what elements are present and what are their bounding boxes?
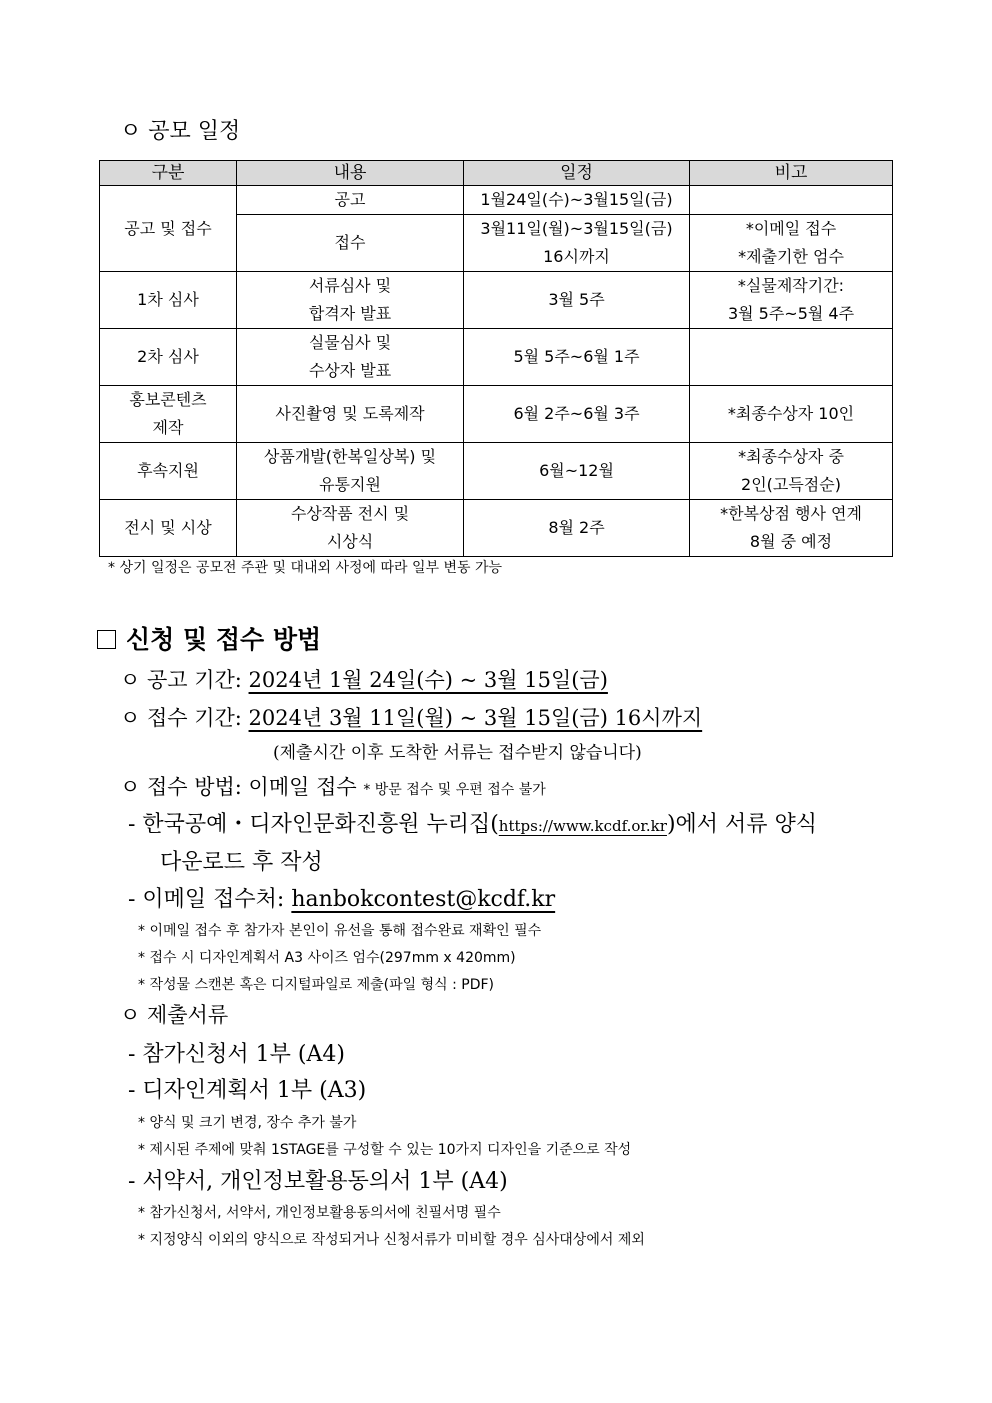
table-cell: 6월 2주~6월 3주: [464, 386, 690, 443]
download-line: [128, 807, 817, 838]
cell-line: 합격자 발표: [308, 304, 392, 323]
cell-line: 2인(고득점순): [741, 475, 841, 494]
cell-line: 홍보콘텐츠: [129, 390, 207, 409]
cell-line: 유통지원: [319, 475, 381, 494]
table-cell: 공고: [237, 186, 464, 215]
table-row: [100, 186, 893, 215]
table-cell: 접수: [237, 215, 464, 272]
table-cell: [464, 215, 690, 272]
cell-line: 16시까지: [543, 247, 610, 266]
announce-line: [120, 664, 608, 694]
email-label: - 이메일 접수처:: [128, 887, 285, 912]
method-line: [120, 771, 546, 801]
table-cell: [690, 329, 893, 386]
table-cell: 3월 5주: [464, 272, 690, 329]
cell-line: 수상작품 전시 및: [290, 504, 410, 523]
doc-item: - 서약서, 개인정보활용동의서 1부 (A4): [128, 1169, 508, 1194]
method-label: ㅇ 접수 방법: 이메일 접수: [120, 775, 357, 799]
table-header-row: [100, 161, 893, 186]
cell-line: *최종수상자 중: [738, 447, 844, 466]
receipt-value: 2024년 3월 11일(월) ~ 3월 15일(금) 16시까지: [248, 706, 703, 730]
table-cell: 사진촬영 및 도록제작: [237, 386, 464, 443]
docs-label: ㅇ 제출서류: [120, 1003, 229, 1027]
cell-line: 제작: [152, 418, 184, 437]
table-cell: 전시 및 시상: [100, 500, 237, 557]
receipt-label: ㅇ 접수 기간:: [120, 706, 242, 730]
table-row: [100, 500, 893, 557]
doc-note: * 지정양식 이외의 양식으로 작성되거나 신청서류가 미비할 경우 심사대상에서 제외: [138, 1232, 645, 1248]
website-link[interactable]: https://www.kcdf.or.kr: [498, 817, 667, 835]
receipt-line: [120, 702, 702, 732]
cell-line: 실물심사 및: [308, 333, 392, 352]
announce-label: ㅇ 공고 기간:: [120, 668, 242, 692]
table-cell: 6월~12월: [464, 443, 690, 500]
cell-line: *실물제작기간:: [737, 276, 845, 295]
checkbox-square-icon: [97, 630, 116, 649]
table-cell: *최종수상자 10인: [690, 386, 893, 443]
column-header: 일정: [464, 161, 690, 186]
table-row: [100, 329, 893, 386]
table-row: [100, 443, 893, 500]
table-cell: 1월24일(수)~3월15일(금): [464, 186, 690, 215]
table-cell: [237, 272, 464, 329]
table-cell: [690, 500, 893, 557]
announce-value: 2024년 1월 24일(수) ~ 3월 15일(금): [248, 668, 608, 692]
schedule-heading: ㅇ 공모 일정: [120, 119, 241, 144]
column-header: 내용: [237, 161, 464, 186]
email-line: [128, 882, 555, 913]
schedule-table: [99, 160, 893, 557]
cell-line: 3월11일(월)~3월15일(금): [480, 219, 673, 238]
table-cell: [100, 386, 237, 443]
table-cell: [237, 329, 464, 386]
cell-line: *제출기한 엄수: [738, 247, 844, 266]
download-line2: 다운로드 후 작성: [160, 850, 323, 875]
table-row: [100, 386, 893, 443]
doc-item: - 디자인계획서 1부 (A3): [128, 1078, 367, 1103]
doc-item: - 참가신청서 1부 (A4): [128, 1042, 345, 1067]
table-cell: 5월 5주~6월 1주: [464, 329, 690, 386]
table-cell: [690, 443, 893, 500]
cell-line: 수상자 발표: [308, 361, 392, 380]
table-cell: [237, 443, 464, 500]
cell-line: *이메일 접수: [745, 219, 837, 238]
doc-note: * 제시된 주제에 맞춰 1STAGE를 구성할 수 있는 10가지 디자인을 기준으로 작성: [138, 1142, 632, 1158]
cell-line: *한복상점 행사 연계: [720, 504, 862, 523]
table-cell: [690, 272, 893, 329]
cell-line: 8월 중 예정: [749, 532, 833, 551]
column-header: 구분: [100, 161, 237, 186]
email-note: * 이메일 접수 후 참가자 본인이 유선을 통해 접수완료 재확인 필수: [138, 923, 542, 939]
table-cell: 후속지원: [100, 443, 237, 500]
table-cell: 2차 심사: [100, 329, 237, 386]
schedule-footnote: * 상기 일정은 공모전 주관 및 대내외 사정에 따라 일부 변동 가능: [108, 560, 503, 576]
email-note: * 작성물 스캔본 혹은 디지털파일로 제출(파일 형식 : PDF): [138, 977, 494, 993]
table-row: [100, 272, 893, 329]
cell-line: 상품개발(한복일상복) 및: [263, 447, 437, 466]
table-cell: [690, 186, 893, 215]
cell-line: 3월 5주~5월 4주: [727, 304, 855, 323]
section-title-wrap: [97, 620, 321, 656]
email-value[interactable]: hanbokcontest@kcdf.kr: [291, 887, 556, 912]
doc-note: * 참가신청서, 서약서, 개인정보활용동의서에 친필서명 필수: [138, 1205, 501, 1221]
table-cell: 8월 2주: [464, 500, 690, 557]
receipt-note: (제출시간 이후 도착한 서류는 접수받지 않습니다): [273, 743, 642, 763]
table-cell: [690, 215, 893, 272]
cell-line: 서류심사 및: [308, 276, 392, 295]
column-header: 비고: [690, 161, 893, 186]
method-note: * 방문 접수 및 우편 접수 불가: [363, 782, 546, 798]
table-cell: 공고 및 접수: [100, 186, 237, 272]
doc-note: * 양식 및 크기 변경, 장수 추가 불가: [138, 1115, 357, 1131]
section-title: 신청 및 접수 방법: [126, 625, 322, 654]
table-cell: [237, 500, 464, 557]
table-cell: 1차 심사: [100, 272, 237, 329]
download-suffix: )에서 서류 양식: [666, 812, 818, 837]
cell-line: 시상식: [326, 532, 374, 551]
email-note: * 접수 시 디자인계획서 A3 사이즈 엄수(297mm x 420mm): [138, 950, 516, 966]
download-prefix: - 한국공예・디자인문화진흥원 누리집(: [128, 812, 499, 837]
